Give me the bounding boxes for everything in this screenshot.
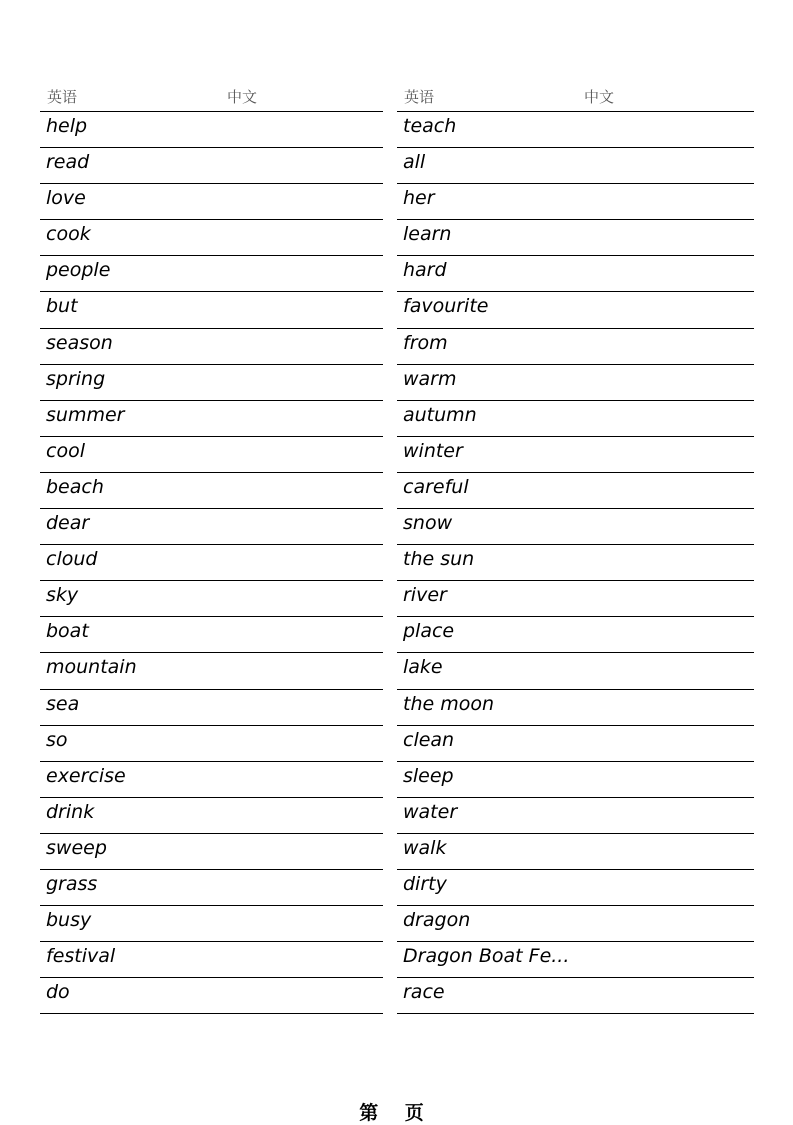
english-word: all xyxy=(403,151,426,174)
english-word: water xyxy=(403,800,458,823)
english-word: cool xyxy=(46,439,85,462)
english-word: sea xyxy=(46,692,80,715)
vocab-row xyxy=(397,653,754,689)
chinese-header: 中文 xyxy=(584,88,615,106)
english-word: hard xyxy=(403,259,447,282)
vocab-row xyxy=(40,509,383,545)
english-word: people xyxy=(46,259,111,282)
english-word: careful xyxy=(403,475,469,498)
english-word: autumn xyxy=(403,403,477,426)
english-word: Dragon Boat Fe... xyxy=(403,945,570,968)
english-word: read xyxy=(46,151,90,174)
vocab-row xyxy=(397,365,754,401)
english-word: beach xyxy=(46,475,104,498)
english-word: walk xyxy=(403,836,447,859)
english-word: dirty xyxy=(403,872,447,895)
english-word: learn xyxy=(403,223,452,246)
vocab-row xyxy=(40,401,383,437)
vocab-row xyxy=(397,617,754,653)
vocab-row xyxy=(40,581,383,617)
english-word: place xyxy=(403,620,455,643)
english-header: 英语 xyxy=(47,88,78,106)
english-word: winter xyxy=(403,439,463,462)
vocab-row xyxy=(397,581,754,617)
vocab-row xyxy=(397,762,754,798)
vocab-row xyxy=(40,690,383,726)
english-word: busy xyxy=(46,909,92,932)
english-word: sleep xyxy=(403,764,454,787)
vocab-row xyxy=(40,726,383,762)
english-word: love xyxy=(46,187,86,210)
vocab-row xyxy=(40,617,383,653)
vocab-row xyxy=(397,798,754,834)
vocab-row xyxy=(397,292,754,328)
vocab-row xyxy=(40,473,383,509)
english-word: spring xyxy=(46,367,106,390)
vocab-row xyxy=(40,437,383,473)
vocab-row xyxy=(397,329,754,365)
vocab-column-left xyxy=(40,84,383,1014)
english-word: exercise xyxy=(46,764,126,787)
vocab-row xyxy=(40,870,383,906)
vocab-row xyxy=(397,545,754,581)
english-word: summer xyxy=(46,403,125,426)
vocab-row xyxy=(397,509,754,545)
english-word: do xyxy=(46,981,70,1004)
english-word: boat xyxy=(46,620,89,643)
english-word: sky xyxy=(46,584,79,607)
vocab-row xyxy=(40,545,383,581)
column-header xyxy=(40,84,383,112)
vocab-row xyxy=(397,437,754,473)
column-header xyxy=(397,84,754,112)
vocab-rows-left xyxy=(40,112,383,1014)
english-word: river xyxy=(403,584,447,607)
vocab-row xyxy=(40,148,383,184)
vocab-row xyxy=(397,148,754,184)
english-word: clean xyxy=(403,728,455,751)
vocab-row xyxy=(40,798,383,834)
english-word: the moon xyxy=(403,692,495,715)
english-word: so xyxy=(46,728,68,751)
english-word: mountain xyxy=(46,656,137,679)
vocab-row xyxy=(40,292,383,328)
english-word: festival xyxy=(46,945,116,968)
vocab-row xyxy=(40,762,383,798)
vocab-row xyxy=(40,942,383,978)
english-word: but xyxy=(46,295,78,318)
english-word: snow xyxy=(403,512,453,535)
english-word: teach xyxy=(403,115,457,137)
english-word: cloud xyxy=(46,548,98,571)
vocab-row xyxy=(40,365,383,401)
english-word: the sun xyxy=(403,548,475,571)
page-number-footer: 第 页 xyxy=(359,1102,434,1124)
english-word: dear xyxy=(46,512,90,535)
english-header: 英语 xyxy=(404,88,435,106)
english-word: race xyxy=(403,981,445,1004)
vocab-row xyxy=(40,978,383,1014)
vocab-row xyxy=(397,870,754,906)
vocab-row xyxy=(40,220,383,256)
vocab-row xyxy=(397,726,754,762)
vocab-row xyxy=(397,401,754,437)
vocab-row xyxy=(397,473,754,509)
chinese-header: 中文 xyxy=(227,88,258,106)
english-word: from xyxy=(403,331,448,354)
english-word: sweep xyxy=(46,836,107,859)
vocab-row xyxy=(40,834,383,870)
vocab-row xyxy=(397,690,754,726)
english-word: dragon xyxy=(403,909,471,932)
vocab-row xyxy=(397,942,754,978)
vocab-row xyxy=(40,906,383,942)
english-word: drink xyxy=(46,800,95,823)
vocab-row xyxy=(397,112,754,148)
vocab-row xyxy=(40,112,383,148)
vocab-row xyxy=(397,906,754,942)
vocab-row xyxy=(40,184,383,220)
english-word: help xyxy=(46,115,88,137)
english-word: warm xyxy=(403,367,457,390)
vocab-row xyxy=(40,329,383,365)
english-word: favourite xyxy=(403,295,489,318)
english-word: lake xyxy=(403,656,443,679)
vocab-row xyxy=(397,978,754,1014)
vocab-row xyxy=(397,256,754,292)
vocab-row xyxy=(397,834,754,870)
vocab-rows-right xyxy=(397,112,754,1014)
vocab-column-right xyxy=(397,84,754,1014)
english-word: her xyxy=(403,187,435,210)
vocab-row xyxy=(40,256,383,292)
english-word: cook xyxy=(46,223,91,246)
english-word: season xyxy=(46,331,113,354)
vocab-row xyxy=(397,184,754,220)
vocab-row xyxy=(397,220,754,256)
english-word: grass xyxy=(46,872,98,895)
vocab-row xyxy=(40,653,383,689)
